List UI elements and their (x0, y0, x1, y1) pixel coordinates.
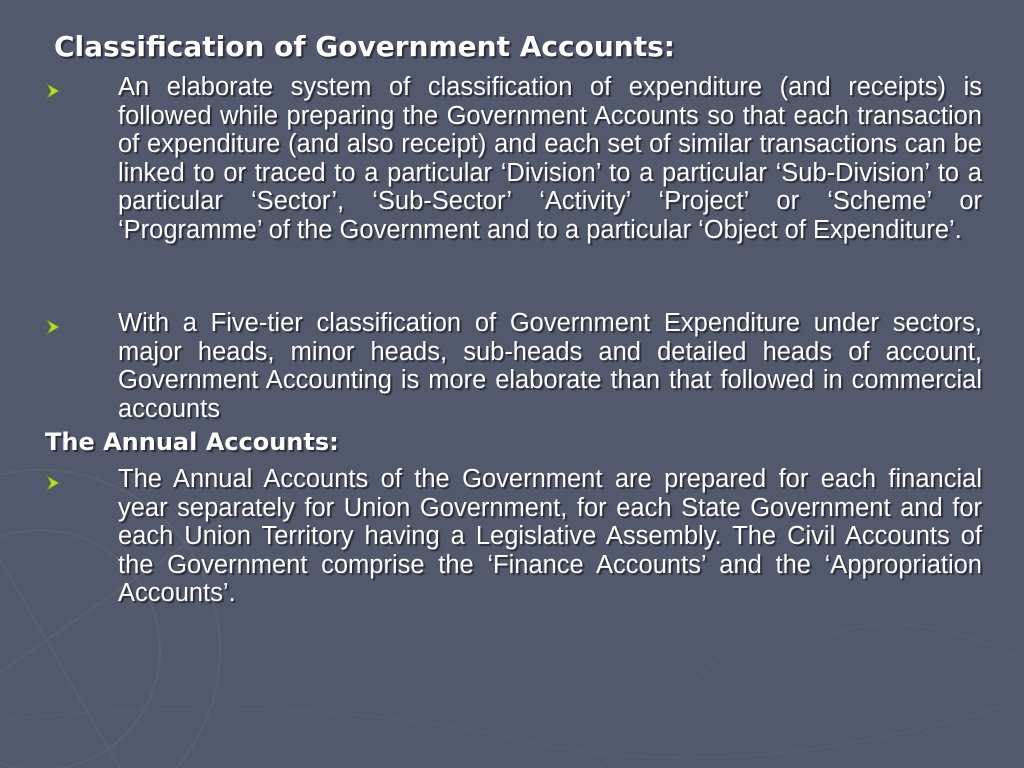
bullet-text: With a Five-tier classification of Government Expenditure under sectors, major heads, minor heads, sub-heads and detailed heads of account, Government Accounting is more elaborate than that followed in commercial accounts (118, 309, 982, 423)
bullet-text: An elaborate system of classification of expenditure (and receipts) is followed while preparing the Government Accounts so that each transaction of expenditure (and also receipt) and each set of similar transactions can be linked to or traced to a particular ‘Division’ to a particular ‘Sub-Division’ to a particular ‘Sector’, ‘Sub-Sector’ ‘Activity’ ‘Project’ or ‘Scheme’ or ‘Programme’ of the Government and to a particular ‘Object of Expenditure’. (118, 73, 982, 244)
arrowhead-bullet-icon (45, 475, 61, 491)
section-heading-annual-accounts: The Annual Accounts: (45, 428, 339, 456)
bullet-item (45, 465, 982, 610)
bullet-item (45, 73, 982, 303)
section-heading-classification: Classification of Government Accounts: (54, 30, 675, 63)
arrowhead-bullet-icon (45, 319, 61, 335)
bullet-item (45, 309, 982, 425)
bullet-text: The Annual Accounts of the Government are prepared for each financial year separately for Union Government, for each State Government and for each Union Territory having a Legislative Assembly. The Civil Accounts of the Government comprise the ‘Finance Accounts’ and the ‘Appropriation Accounts’. (118, 465, 982, 608)
arrowhead-bullet-icon (45, 83, 61, 99)
